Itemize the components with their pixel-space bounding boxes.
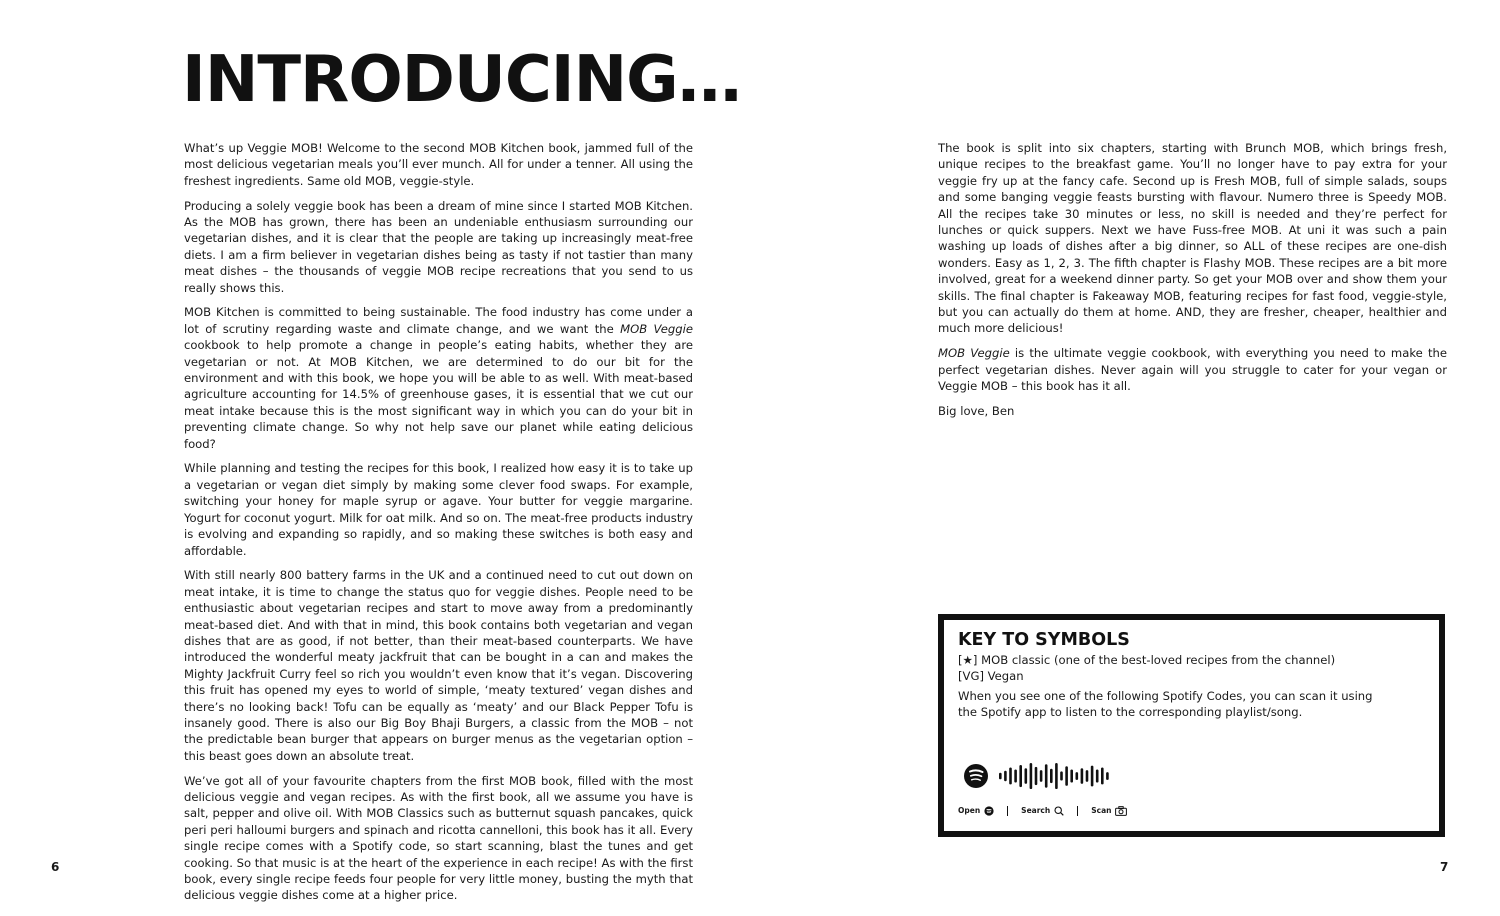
key-to-symbols-box xyxy=(938,614,1445,837)
search-icon xyxy=(1054,806,1064,816)
spotify-code-bar xyxy=(1040,770,1043,782)
open-label: Open xyxy=(958,806,981,815)
page-title: INTRODUCING… xyxy=(182,43,741,117)
intro-paragraph-5: With still nearly 800 battery farms in the UK and a continued need to cut out down on meat intake, it is time to change the status quo for veggie dishes. People need to be enthusiastic about vegetarian recipes and start to move away from a predominantly meat-based diet. And with that in mind, this book contains both vegetarian and vegan dishes that are as good, if not better, than their meat-based counterparts. We have introduced the wonderful meaty jackfruit that can be bought in a can and makes the Mighty Jackfruit Curry feel so rich you wouldn’t even know that it’s vegan. Discovering this fruit has opened my eyes to world of simple, ‘meaty textured’ vegan dishes and there’s no looking back! Tofu can be equally as ‘meaty’ and our Black Pepper Tofu is insanely good. There is also our Big Boy Bhaji Burgers, a classic from the MOB – not the predictable bean burger that appears on burger menus as the vegetarian option – this beast goes down an absolute treat. xyxy=(184,568,693,763)
spotify-code-bar xyxy=(1045,764,1048,787)
spotify-code-bar xyxy=(1055,763,1058,789)
search-control xyxy=(1021,804,1064,818)
intro-paragraph-6: We’ve got all of your favourite chapters from the first MOB book, filled with the most delicious veggie and vegan recipes. As with the first book, all we assume you have is salt, pepper and olive oil. With MOB Classics such as butternut squash pancakes, quick peri peri halloumi burgers and spinach and ricotta cannelloni, this book has it all. Every single recipe comes with a Spotify code, so start scanning, blast the tunes and get cooking. So that music is at the heart of the experience in each recipe! As with the first book, every single recipe feeds four people for very little money, busting the myth that delicious veggie dishes come at a higher price. xyxy=(184,773,693,903)
signoff: Big love, Ben xyxy=(938,403,1015,418)
open-control xyxy=(958,804,994,818)
spotify-code xyxy=(964,759,1124,793)
intro-paragraph-2: Producing a solely veggie book has been a dream of mine since I started MOB Kitchen. As the MOB has grown, there has been an undeniable enthusiasm surrounding our vegetarian dishes, and it is clear that the people are taking up increasingly meat-free diets. I am a firm believer in vegetarian dishes being as tasty if not tastier than many meat dishes – the thousands of veggie MOB recipe recreations that you send to us really shows this. xyxy=(184,198,693,295)
paragraph-text: cookbook to help promote a change in people’s eating habits, whether they are vegetarian or not. At MOB Kitchen, we are determined to do our bit for the environment and with this book, we hope you will be able to as well. With meat-based agriculture accounting for 14.5% of greenhouse gases, it is essential that we cut our meat intake because this is the most significant way in which you can do your bit in preventing climate change. So why not help save our planet while eating delicious food? xyxy=(184,338,693,451)
divider xyxy=(1007,806,1008,816)
key-title: KEY TO SYMBOLS xyxy=(958,630,1130,650)
intro-paragraph-4: While planning and testing the recipes for this book, I realized how easy it is to take up a vegetarian or vegan diet simply by making some clever food swaps. For example, switching your honey for maple syrup or agave. Your butter for veggie margarine. Yogurt for coconut yogurt. Milk for oat milk. And so on. The meat-free products industry is evolving and expanding so rapidly, and so making these switches is both easy and affordable. xyxy=(184,461,693,558)
summary-paragraph xyxy=(938,345,1447,394)
spotify-code-bar xyxy=(1009,768,1012,785)
spotify-code-bar xyxy=(1076,772,1079,780)
spotify-code-bar xyxy=(1106,772,1109,780)
spotify-code-bar xyxy=(1070,770,1073,783)
spotify-code-bar xyxy=(1050,769,1053,783)
search-label: Search xyxy=(1021,806,1051,815)
spotify-code-bar xyxy=(1081,768,1084,784)
spotify-code-bar xyxy=(1060,771,1063,780)
spotify-code-bar xyxy=(1030,763,1033,789)
spotify-explainer: When you see one of the following Spotify Codes, you can scan it using the Spotify app to listen to the corresponding playlist/song. xyxy=(958,689,1373,720)
scan-control xyxy=(1091,804,1127,818)
spotify-code-graphic xyxy=(964,759,1124,793)
key-vegan-line: [VG] Vegan xyxy=(958,669,1024,683)
spotify-code-bar xyxy=(1065,766,1068,786)
right-text-column xyxy=(938,140,1447,428)
spotify-code-bar xyxy=(1019,765,1022,787)
paragraph-text: MOB Kitchen is committed to being sustainable. The food industry has come under a lot of scrutiny regarding waste and climate change, and we want the xyxy=(184,305,693,336)
spotify-code-bar xyxy=(1004,771,1007,781)
spotify-code-bar xyxy=(999,773,1002,780)
spotify-code-bars xyxy=(999,763,1109,789)
camera-icon xyxy=(1115,806,1127,816)
spotify-controls xyxy=(958,804,1127,818)
book-title-italic: MOB Veggie xyxy=(938,346,1010,361)
spotify-logo-icon xyxy=(964,764,988,788)
book-title-italic: MOB Veggie xyxy=(620,321,693,336)
page-number-right: 7 xyxy=(1440,860,1449,874)
spotify-code-bar xyxy=(1091,766,1094,787)
paragraph-text: is the ultimate veggie cookbook, with everything you need to make the perfect vegetarian dishes. Never again will you struggle to cater for your vegan or Veggie MOB – this book has it all. xyxy=(938,346,1447,394)
chapters-paragraph: The book is split into six chapters, starting with Brunch MOB, which brings fresh, unique recipes to the breakfast game. You’ll no longer have to pay extra for your veggie fry up at the fancy cafe. Second up is Fresh MOB, full of simple salads, soups and some banging veggie feasts bursting with flavour. Numero three is Speedy MOB. All the recipes take 30 minutes or less, no skill is needed and they’re perfect for lunches or quick suppers. Next we have Fuss-free MOB. At uni it was such a pain washing up loads of dishes after a big dinner, so ALL of these recipes are one-dish wonders. Easy as 1, 2, 3. The fifth chapter is Flashy MOB. These recipes are a bit more involved, great for a weekend dinner party. So get your MOB over and show them your skills. The final chapter is Fakeaway MOB, featuring recipes for fast food, veggie-style, but you can actually do them at home. AND, they are fresher, cheaper, healthier and much more delicious! xyxy=(938,141,1447,336)
spotify-code-bar xyxy=(1096,770,1099,783)
spotify-code-bar xyxy=(1035,767,1038,785)
key-classic-line: [★] MOB classic (one of the best-loved recipes from the channel) xyxy=(958,653,1336,667)
intro-paragraph-3 xyxy=(184,304,693,452)
page-number-left: 6 xyxy=(51,860,60,874)
spotify-code-bar xyxy=(1086,770,1089,782)
scan-label: Scan xyxy=(1091,806,1112,815)
spotify-code-bar xyxy=(1101,768,1104,785)
spotify-code-bar xyxy=(1025,768,1028,784)
spotify-small-icon xyxy=(984,806,994,816)
left-text-column xyxy=(184,140,693,912)
intro-paragraph-1: What’s up Veggie MOB! Welcome to the second MOB Kitchen book, jammed full of the most delicious vegetarian meals you’ll ever munch. All for under a tenner. All using the freshest ingredients. Same old MOB, veggie-style. xyxy=(184,141,693,188)
divider xyxy=(1077,806,1078,816)
spotify-code-bar xyxy=(1014,770,1017,783)
